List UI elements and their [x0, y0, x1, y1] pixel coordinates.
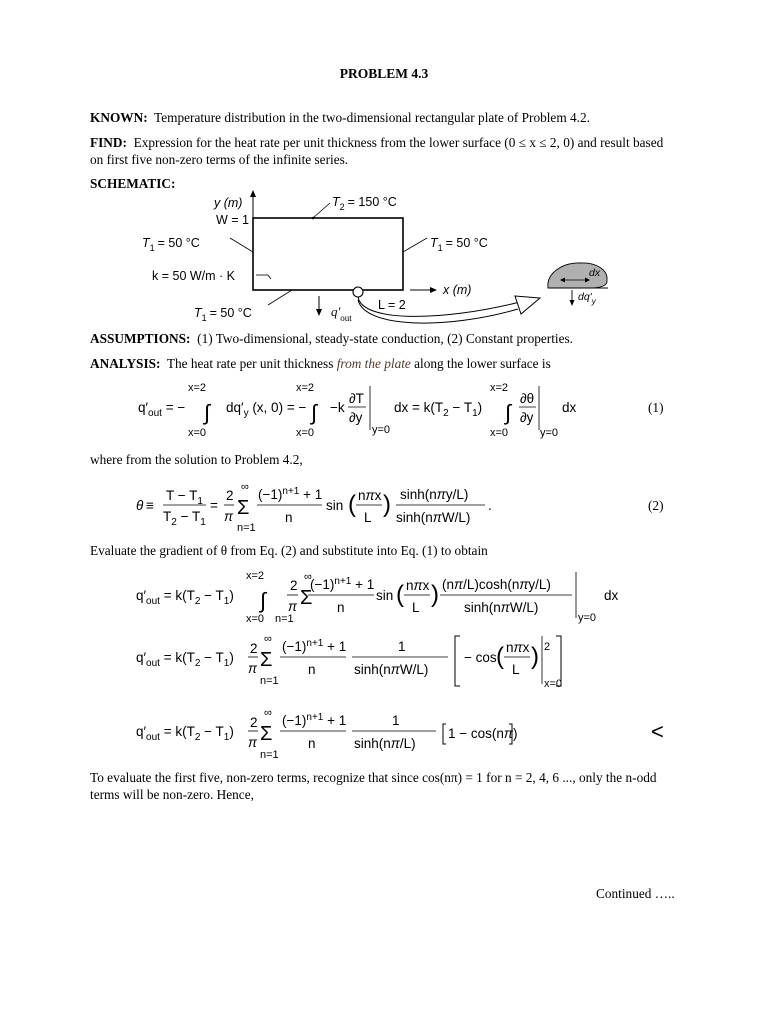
svg-text:q′out = k(T2 − T1): $q'_{out} = k(T_2 - T_1)$: [136, 588, 234, 607]
q-out-label: $q'_{out}$: [331, 304, 352, 323]
svg-text:T − T1: $T - T_1$: [166, 488, 203, 507]
svg-text:1 − cos(nπ): 1 − cos(nπ): [448, 726, 518, 741]
svg-text:dx = k(T2 − T1): dx = $k(T_2 - T_1)$: [394, 400, 483, 419]
svg-text:2: 2: [290, 578, 298, 593]
svg-text:(−1)n+1 + 1: $(-1)^{n+1} + 1$: [258, 486, 323, 502]
assumptions-section: [90, 331, 573, 347]
svg-text:∫: ∫: [204, 400, 211, 425]
svg-text:): ): [531, 643, 539, 670]
svg-text:dq′y (x, 0) = −: $dq'_y$ (x, 0) = −: [226, 400, 307, 419]
svg-text:sinh(nπy/L): sinh(nπy/L): [400, 487, 469, 502]
assumptions-label: ASSUMPTIONS:: [90, 331, 191, 346]
svg-text:x=2: x=2: [188, 382, 207, 394]
svg-text:π: π: [224, 509, 234, 524]
svg-text:y=0: y=0: [578, 612, 597, 624]
svg-text:∫: ∫: [311, 400, 318, 425]
schematic-diagram: [0, 185, 768, 335]
svg-text:∞: ∞: [304, 571, 312, 583]
svg-text:∂θ: ∂θ: [520, 391, 535, 406]
svg-text:=: =: [210, 498, 218, 513]
schematic-label: SCHEMATIC:: [90, 176, 176, 191]
svg-text:2: 2: [250, 715, 258, 730]
analysis-label: ANALYSIS:: [90, 356, 161, 371]
equation-1-number: (1): [648, 400, 664, 415]
svg-text:1: 1: [398, 639, 406, 654]
svg-text:n=1: n=1: [237, 522, 256, 534]
svg-text:nπx: nπx: [358, 488, 382, 503]
svg-text:x=0: x=0: [188, 427, 207, 439]
analysis-section: [90, 356, 551, 372]
svg-text:(nπ/L)cosh(nπy/L): (nπ/L)cosh(nπy/L): [442, 577, 551, 592]
equation-3: [130, 566, 630, 628]
svg-text:n=1: n=1: [260, 675, 279, 687]
svg-text:(−1)n+1 + 1: $(-1)^{n+1} + 1$: [282, 712, 347, 728]
svg-text:∞: ∞: [241, 481, 249, 493]
result-marker: <: [651, 719, 664, 744]
find-text: Expression for the heat rate per unit thickness from the lower surface (0 ≤ x ≤ 2, 0) and result based on first five non-zero terms of the infinite series.: [90, 135, 664, 167]
svg-text:y=0: y=0: [540, 427, 559, 439]
svg-text:sinh(nπ/L): sinh(nπ/L): [354, 736, 416, 751]
svg-text:dx: dx: [562, 400, 577, 415]
equation-2: [130, 478, 510, 538]
analysis-text-b: along the lower surface is: [410, 356, 551, 371]
svg-text:≡: ≡: [146, 498, 154, 513]
svg-text:n: n: [308, 662, 316, 677]
svg-text:n: n: [308, 736, 316, 751]
svg-text:2: 2: [544, 641, 551, 653]
svg-text:(: (: [396, 581, 404, 608]
svg-text:dx: dx: [604, 588, 619, 603]
svg-text:x=2: x=2: [490, 382, 509, 394]
known-label: KNOWN:: [90, 110, 148, 125]
svg-text:sinh(nπW/L): sinh(nπW/L): [396, 510, 471, 525]
svg-text:T2 − T1: $T_2 - T_1$: [163, 509, 206, 528]
svg-text:∞: ∞: [264, 633, 272, 645]
svg-text:π: π: [248, 661, 258, 676]
x-axis-label: x (m): [443, 283, 472, 297]
closing-text: To evaluate the first five, non-zero terms, recognize that since cos(nπ) = 1 for n = 2, 4, 6 ..., only the n-odd terms will be non-zero. Hence,: [90, 770, 657, 802]
svg-text:∞: ∞: [264, 707, 272, 719]
assumptions-text: (1) Two-dimensional, steady-state conduction, (2) Constant properties.: [197, 331, 573, 346]
svg-text:2: 2: [250, 641, 258, 656]
svg-text:): ): [383, 491, 391, 518]
svg-text:q′out = k(T2 − T1): $q'_{out} = k(T_2 - T_1)$: [136, 650, 234, 669]
svg-text:.: .: [488, 498, 492, 513]
svg-text:− cos: − cos: [464, 650, 497, 665]
svg-text:x=2: x=2: [296, 382, 315, 394]
svg-text:−k: −k: [330, 400, 345, 415]
find-label: FIND:: [90, 135, 127, 150]
svg-text:1: 1: [392, 713, 400, 728]
l-label: L = 2: [378, 298, 406, 312]
svg-text:n: n: [285, 510, 293, 525]
t1-left-label: $T_1 = 50$ °C: [142, 236, 200, 253]
svg-text:sin: sin: [376, 588, 394, 603]
svg-text:L: L: [364, 510, 372, 525]
y-axis-label: y (m): [214, 196, 243, 210]
svg-text:∂T: ∂T: [349, 391, 364, 406]
svg-text:π: π: [288, 599, 298, 614]
svg-text:x=0: x=0: [296, 427, 315, 439]
svg-text:sinh(nπW/L): sinh(nπW/L): [354, 662, 429, 677]
k-label: k = 50 W/m · K: [152, 269, 236, 283]
svg-text:(: (: [348, 491, 356, 518]
svg-text:sin: sin: [326, 498, 344, 513]
svg-text:q′out = −: $q'_{out}$ = −: [138, 400, 186, 419]
svg-text:n: n: [337, 600, 345, 615]
known-text: Temperature distribution in the two-dimensional rectangular plate of Problem 4.2.: [154, 110, 590, 125]
where-text: where from the solution to Problem 4.2,: [90, 452, 303, 467]
svg-text:x=0: x=0: [246, 613, 265, 625]
analysis-text-a: The heat rate per unit thickness: [166, 356, 337, 371]
equation-2-number: (2): [648, 498, 664, 513]
w-label: W = 1: [216, 213, 249, 227]
evaluate-text: Evaluate the gradient of θ from Eq. (2) and substitute into Eq. (1) to obtain: [90, 543, 488, 558]
svg-text:∂y: ∂y: [520, 410, 534, 425]
svg-text:(−1)n+1 + 1: $(-1)^{n+1} + 1$: [282, 638, 347, 654]
svg-text:x=2: x=2: [246, 570, 265, 582]
svg-text:∫: ∫: [505, 400, 512, 425]
t1-bottom-label: $T_1 = 50$ °C: [194, 306, 252, 323]
svg-text:n=1: n=1: [275, 613, 294, 625]
svg-text:x=0: x=0: [544, 678, 563, 690]
svg-text:nπx: nπx: [406, 578, 430, 593]
t1-right-label: $T_1 = 50$ °C: [430, 236, 488, 253]
svg-text:∫: ∫: [260, 588, 267, 613]
svg-text:2: 2: [226, 488, 234, 503]
svg-text:n=1: n=1: [260, 749, 279, 761]
continued-text: Continued …..: [596, 886, 675, 901]
svg-text:π: π: [248, 735, 258, 750]
dx-label: dx: [589, 267, 601, 279]
svg-text:sinh(nπW/L): sinh(nπW/L): [464, 600, 539, 615]
equation-1: [130, 378, 600, 443]
svg-text:Σ: Σ: [260, 723, 273, 745]
equation-5: [130, 706, 550, 764]
svg-text:nπx: nπx: [506, 640, 530, 655]
svg-text:(: (: [496, 643, 504, 670]
svg-text:Σ: Σ: [260, 649, 273, 671]
problem-title: PROBLEM 4.3: [339, 66, 429, 81]
analysis-text-emphasis: from the plate: [336, 356, 411, 371]
svg-text:Σ: Σ: [300, 587, 313, 609]
svg-text:(−1)n+1 + 1: $(-1)^{n+1} + 1$: [310, 576, 375, 592]
svg-text:y=0: y=0: [372, 424, 391, 436]
svg-text:L: L: [412, 600, 420, 615]
dq-label: $dq'_y$: [578, 291, 596, 306]
equation-4: [130, 632, 590, 696]
svg-text:∂y: ∂y: [349, 410, 363, 425]
find-section: [90, 135, 670, 168]
svg-text:): ): [431, 581, 439, 608]
known-section: [90, 110, 690, 127]
svg-text:x=0: x=0: [490, 427, 509, 439]
svg-text:q′out = k(T2 − T1): $q'_{out} = k(T_2 - T_1)$: [136, 724, 234, 743]
svg-text:Σ: Σ: [237, 497, 250, 519]
svg-text:θ: θ: [136, 498, 144, 513]
plate-rect: [253, 218, 403, 290]
t2-label: $T_2 = 150$ °C: [332, 195, 397, 212]
svg-text:L: L: [512, 662, 520, 677]
